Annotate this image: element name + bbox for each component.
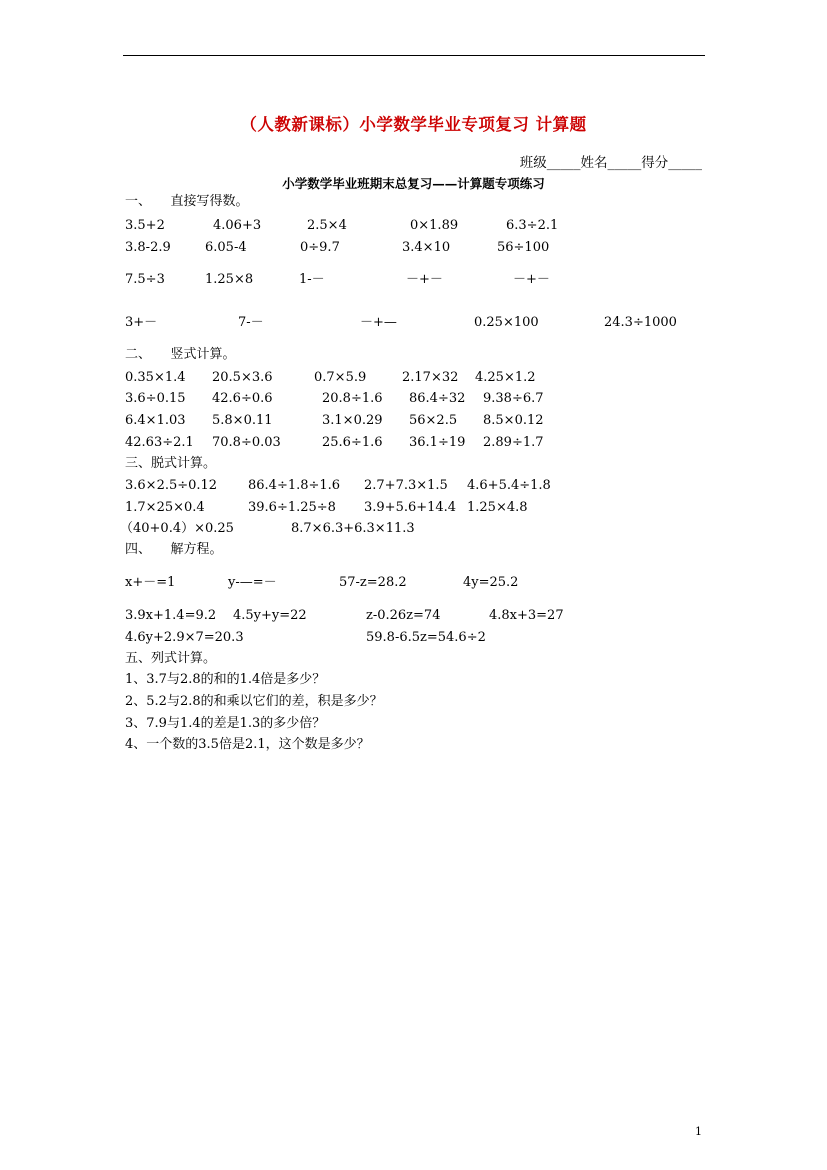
- problem: 39.6÷1.25÷8: [248, 500, 336, 515]
- problem: 42.6÷0.6: [212, 391, 273, 406]
- problem: 0.35×1.4: [125, 370, 186, 385]
- problem: 36.1÷19: [409, 435, 466, 450]
- problem: 0×1.89: [410, 218, 459, 233]
- section-4-heading: 四、 解方程。: [125, 542, 223, 557]
- equation: 57-z=28.2: [339, 575, 407, 590]
- problem: 9.38÷6.7: [483, 391, 544, 406]
- word-problem: 3、7.9与1.4的差是1.3的多少倍？: [125, 716, 326, 731]
- problem: 7.5÷3: [125, 272, 165, 287]
- problem: 25.6÷1.6: [322, 435, 383, 450]
- problem: 4.6+5.4÷1.8: [467, 478, 551, 493]
- page-number: 1: [695, 1125, 702, 1138]
- problem: 3.6×2.5÷0.12: [125, 478, 218, 493]
- section-3-heading: 三、脱式计算。: [125, 456, 217, 471]
- problem: 5.8×0.11: [212, 413, 273, 428]
- problem: 8.5×0.12: [483, 413, 544, 428]
- problem: 86.4÷1.8÷1.6: [248, 478, 341, 493]
- problem: 20.8÷1.6: [322, 391, 383, 406]
- problem: 6.05-4: [205, 240, 247, 255]
- problem: 1.25×4.8: [467, 500, 528, 515]
- document-subtitle: 小学数学毕业班期末总复习——计算题专项练习: [282, 176, 545, 191]
- header-rule: [123, 55, 705, 56]
- problem: 3+－: [125, 315, 158, 330]
- problem: 6.3÷2.1: [506, 218, 559, 233]
- equation: 4.5y+y=22: [233, 608, 307, 623]
- problem: 42.63÷2.1: [125, 435, 194, 450]
- problem: 4.06+3: [213, 218, 262, 233]
- problem: 7-－: [238, 315, 264, 330]
- problem: 0.7×5.9: [314, 370, 367, 385]
- problem: 3.1×0.29: [322, 413, 383, 428]
- equation: 4y=25.2: [463, 575, 519, 590]
- problem: 0÷9.7: [300, 240, 340, 255]
- class-name-score-line: 班级_____姓名_____得分_____: [519, 155, 702, 171]
- problem: 6.4×1.03: [125, 413, 186, 428]
- problem: （40+0.4）×0.25: [120, 521, 234, 536]
- problem: 3.8-2.9: [125, 240, 171, 255]
- problem: 4.25×1.2: [475, 370, 536, 385]
- section-2-heading: 二、 竖式计算。: [125, 347, 236, 362]
- problem: 86.4÷32: [409, 391, 466, 406]
- problem: 24.3÷1000: [604, 315, 677, 330]
- problem: 2.5×4: [307, 218, 347, 233]
- problem: 20.5×3.6: [212, 370, 273, 385]
- problem: 8.7×6.3+6.3×11.3: [291, 521, 415, 536]
- equation: 4.8x+3=27: [489, 608, 564, 623]
- equation: 3.9x+1.4=9.2: [125, 608, 217, 623]
- equation: 59.8-6.5z=54.6÷2: [366, 630, 486, 645]
- section-5-heading: 五、列式计算。: [125, 651, 217, 666]
- problem: －+—: [360, 315, 397, 330]
- document-title: （人教新课标）小学数学毕业专项复习 计算题: [240, 115, 587, 134]
- problem: 0.25×100: [474, 315, 539, 330]
- problem: 3.4×10: [402, 240, 451, 255]
- problem: 2.7+7.3×1.5: [364, 478, 448, 493]
- equation: y-—=－: [228, 575, 277, 590]
- equation: x+－=1: [125, 575, 176, 590]
- section-1-heading: 一、 直接写得数。: [125, 194, 249, 209]
- problem: 1.25×8: [205, 272, 254, 287]
- problem: 1-－: [299, 272, 325, 287]
- problem: －+－: [406, 272, 443, 287]
- problem: 3.5+2: [125, 218, 165, 233]
- word-problem: 1、3.7与2.8的和的1.4倍是多少？: [125, 672, 326, 687]
- problem: 3.6÷0.15: [125, 391, 186, 406]
- problem: －+－: [513, 272, 550, 287]
- problem: 2.89÷1.7: [483, 435, 544, 450]
- problem: 3.9+5.6+14.4: [364, 500, 457, 515]
- problem: 1.7×25×0.4: [125, 500, 205, 515]
- problem: 2.17×32: [402, 370, 459, 385]
- word-problem: 2、5.2与2.8的和乘以它们的差，积是多少？: [125, 694, 383, 709]
- problem: 56÷100: [497, 240, 550, 255]
- equation: 4.6y+2.9×7=20.3: [125, 630, 244, 645]
- word-problem: 4、一个数的3.5倍是2.1，这个数是多少？: [125, 737, 370, 752]
- equation: z-0.26z=74: [366, 608, 441, 623]
- problem: 70.8÷0.03: [212, 435, 281, 450]
- problem: 56×2.5: [409, 413, 458, 428]
